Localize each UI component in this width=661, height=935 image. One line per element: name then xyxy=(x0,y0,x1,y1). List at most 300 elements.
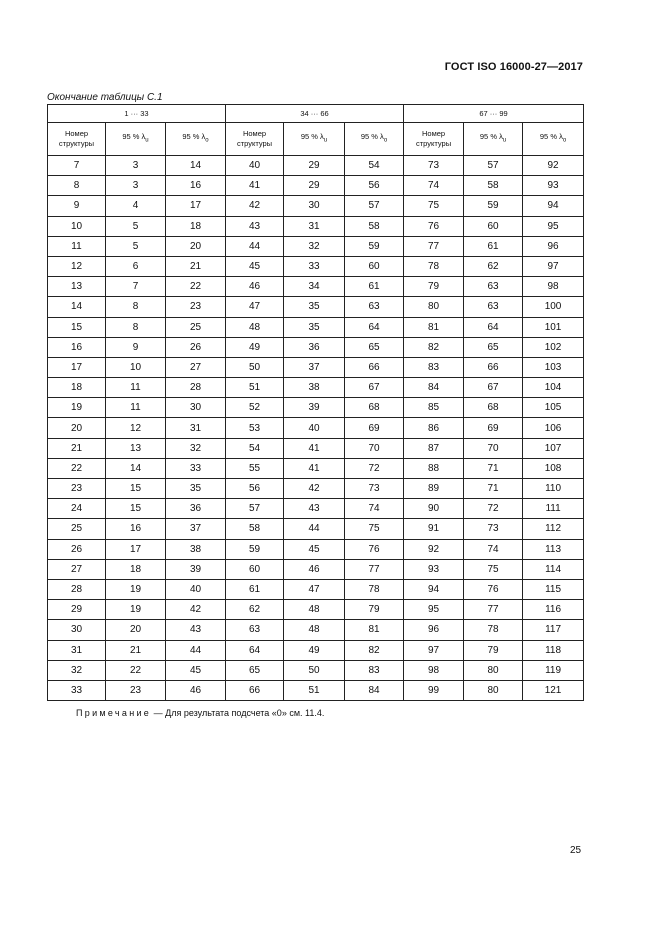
table-cell: 26 xyxy=(48,539,106,559)
table-cell: 14 xyxy=(48,297,106,317)
header-subscript: o xyxy=(383,137,388,144)
table-cell: 115 xyxy=(523,579,584,599)
table-cell: 50 xyxy=(226,357,284,377)
table-row xyxy=(48,438,584,458)
column-header-lambda xyxy=(523,123,584,156)
column-header-lambda xyxy=(345,123,404,156)
table-cell: 10 xyxy=(106,357,166,377)
table-cell: 56 xyxy=(226,479,284,499)
column-header-lambda xyxy=(106,123,166,156)
table-cell: 44 xyxy=(226,236,284,256)
table-cell: 54 xyxy=(345,156,404,176)
table-cell: 18 xyxy=(106,559,166,579)
table-cell: 114 xyxy=(523,559,584,579)
table-cell: 80 xyxy=(464,660,523,680)
table-cell: 41 xyxy=(284,438,345,458)
table-cell: 34 xyxy=(284,277,345,297)
table-cell: 59 xyxy=(345,236,404,256)
table-cell: 40 xyxy=(226,156,284,176)
table-cell: 36 xyxy=(284,337,345,357)
table-cell: 59 xyxy=(464,196,523,216)
table-cell: 29 xyxy=(48,600,106,620)
table-cell: 33 xyxy=(166,458,226,478)
table-cell: 44 xyxy=(284,519,345,539)
table-cell: 30 xyxy=(284,196,345,216)
table-cell: 96 xyxy=(523,236,584,256)
table-cell: 37 xyxy=(166,519,226,539)
column-header-structure-number xyxy=(404,123,464,156)
table-cell: 97 xyxy=(523,256,584,276)
table-cell: 90 xyxy=(404,499,464,519)
header-subscript: u xyxy=(502,137,507,144)
table-cell: 94 xyxy=(404,579,464,599)
table-row xyxy=(48,398,584,418)
table-row xyxy=(48,539,584,559)
table-cell: 15 xyxy=(106,499,166,519)
table-cell: 71 xyxy=(464,458,523,478)
table-cell: 74 xyxy=(464,539,523,559)
table-cell: 7 xyxy=(48,156,106,176)
table-cell: 92 xyxy=(523,156,584,176)
table-cell: 43 xyxy=(166,620,226,640)
table-cell: 23 xyxy=(48,479,106,499)
table-cell: 65 xyxy=(226,660,284,680)
table-cell: 63 xyxy=(464,297,523,317)
table-cell: 58 xyxy=(464,176,523,196)
table-cell: 45 xyxy=(284,539,345,559)
table-cell: 65 xyxy=(464,337,523,357)
table-cell: 98 xyxy=(523,277,584,297)
table-cell: 32 xyxy=(166,438,226,458)
table-row xyxy=(48,156,584,176)
table-cell: 25 xyxy=(166,317,226,337)
table-cell: 14 xyxy=(106,458,166,478)
table-cell: 63 xyxy=(226,620,284,640)
table-cell: 77 xyxy=(464,600,523,620)
table-cell: 63 xyxy=(345,297,404,317)
table-cell: 77 xyxy=(404,236,464,256)
header-subscript: u xyxy=(323,137,328,144)
table-cell: 117 xyxy=(523,620,584,640)
table-cell: 43 xyxy=(284,499,345,519)
table-cell: 71 xyxy=(464,479,523,499)
table-cell: 89 xyxy=(404,479,464,499)
table-cell: 103 xyxy=(523,357,584,377)
table-cell: 19 xyxy=(106,600,166,620)
table-cell: 73 xyxy=(464,519,523,539)
table-cell: 67 xyxy=(464,378,523,398)
table-cell: 100 xyxy=(523,297,584,317)
group-header: 34 ··· 66 xyxy=(226,105,404,123)
table-cell: 86 xyxy=(404,418,464,438)
group-header: 1 ··· 33 xyxy=(48,105,226,123)
table-cell: 6 xyxy=(106,256,166,276)
table-cell: 58 xyxy=(226,519,284,539)
table-cell: 12 xyxy=(48,256,106,276)
table-cell: 39 xyxy=(284,398,345,418)
header-subscript: o xyxy=(205,137,209,144)
table-cell: 106 xyxy=(523,418,584,438)
table-cell: 21 xyxy=(166,256,226,276)
table-cell: 49 xyxy=(226,337,284,357)
table-cell: 84 xyxy=(404,378,464,398)
table-cell: 118 xyxy=(523,640,584,660)
table-row xyxy=(48,216,584,236)
table-cell: 22 xyxy=(48,458,106,478)
table-cell: 48 xyxy=(284,620,345,640)
table-cell: 23 xyxy=(106,680,166,700)
table-cell: 73 xyxy=(345,479,404,499)
table-cell: 41 xyxy=(226,176,284,196)
table-cell: 78 xyxy=(404,256,464,276)
table-cell: 66 xyxy=(226,680,284,700)
table-cell: 84 xyxy=(345,680,404,700)
table-cell: 31 xyxy=(166,418,226,438)
table-cell: 61 xyxy=(226,579,284,599)
table-cell: 47 xyxy=(226,297,284,317)
table-cell: 96 xyxy=(404,620,464,640)
table-cell: 64 xyxy=(226,640,284,660)
table-cell: 81 xyxy=(345,620,404,640)
table-cell: 69 xyxy=(464,418,523,438)
table-cell: 72 xyxy=(464,499,523,519)
table-cell: 65 xyxy=(345,337,404,357)
table-cell: 42 xyxy=(284,479,345,499)
table-cell: 59 xyxy=(226,539,284,559)
table-cell: 28 xyxy=(48,579,106,599)
table-row xyxy=(48,600,584,620)
table-cell: 61 xyxy=(345,277,404,297)
table-cell: 107 xyxy=(523,438,584,458)
table-cell: 14 xyxy=(166,156,226,176)
table-cell: 81 xyxy=(404,317,464,337)
table-cell: 64 xyxy=(345,317,404,337)
table-row xyxy=(48,196,584,216)
table-row xyxy=(48,317,584,337)
table-row xyxy=(48,479,584,499)
table-cell: 79 xyxy=(345,600,404,620)
table-cell: 20 xyxy=(106,620,166,640)
table-cell: 20 xyxy=(48,418,106,438)
table-cell: 105 xyxy=(523,398,584,418)
table-cell: 23 xyxy=(166,297,226,317)
table-cell: 78 xyxy=(464,620,523,640)
table-cell: 38 xyxy=(284,378,345,398)
table-cell: 8 xyxy=(106,297,166,317)
table-cell: 49 xyxy=(284,640,345,660)
table-cell: 80 xyxy=(464,680,523,700)
table-cell: 113 xyxy=(523,539,584,559)
table-row xyxy=(48,640,584,660)
table-cell: 74 xyxy=(345,499,404,519)
table-cell: 82 xyxy=(345,640,404,660)
table-cell: 35 xyxy=(284,297,345,317)
table-cell: 21 xyxy=(48,438,106,458)
table-cell: 22 xyxy=(166,277,226,297)
table-cell: 98 xyxy=(404,660,464,680)
table-row xyxy=(48,337,584,357)
table-cell: 82 xyxy=(404,337,464,357)
table-cell: 16 xyxy=(48,337,106,357)
table-note xyxy=(76,708,324,718)
table-cell: 35 xyxy=(284,317,345,337)
table-cell: 95 xyxy=(404,600,464,620)
table-cell: 68 xyxy=(345,398,404,418)
table-cell: 53 xyxy=(226,418,284,438)
table-cell: 75 xyxy=(345,519,404,539)
table-cell: 121 xyxy=(523,680,584,700)
table-cell: 66 xyxy=(345,357,404,377)
table-cell: 58 xyxy=(345,216,404,236)
table-cell: 70 xyxy=(345,438,404,458)
note-text: — Для результата подсчета «0» см. 11.4. xyxy=(151,708,325,718)
column-header-lambda xyxy=(166,123,226,156)
table-cell: 10 xyxy=(48,216,106,236)
group-header: 67 ··· 99 xyxy=(404,105,584,123)
table-cell: 44 xyxy=(166,640,226,660)
table-cell: 30 xyxy=(166,398,226,418)
table-cell: 45 xyxy=(226,256,284,276)
table-cell: 93 xyxy=(404,559,464,579)
table-row xyxy=(48,620,584,640)
table-cell: 15 xyxy=(48,317,106,337)
header-line: Номер xyxy=(421,129,446,138)
table-row xyxy=(48,519,584,539)
column-header-lambda xyxy=(464,123,523,156)
column-header-row xyxy=(48,123,584,156)
table-cell: 73 xyxy=(404,156,464,176)
table-cell: 83 xyxy=(404,357,464,377)
table-cell: 13 xyxy=(106,438,166,458)
table-cell: 30 xyxy=(48,620,106,640)
table-cell: 8 xyxy=(48,176,106,196)
table-cell: 36 xyxy=(166,499,226,519)
table-cell: 3 xyxy=(106,156,166,176)
table-cell: 68 xyxy=(464,398,523,418)
table-cell: 46 xyxy=(226,277,284,297)
table-cell: 56 xyxy=(345,176,404,196)
table-cell: 5 xyxy=(106,216,166,236)
table-cell: 22 xyxy=(106,660,166,680)
document-code: ГОСТ ISO 16000-27—2017 xyxy=(444,61,583,73)
table-cell: 25 xyxy=(48,519,106,539)
header-main: 95 % λ xyxy=(300,132,324,142)
table-cell: 75 xyxy=(464,559,523,579)
table-cell: 45 xyxy=(166,660,226,680)
table-cell: 18 xyxy=(166,216,226,236)
table-cell: 5 xyxy=(106,236,166,256)
table-cell: 60 xyxy=(345,256,404,276)
table-cell: 32 xyxy=(48,660,106,680)
table-cell: 83 xyxy=(345,660,404,680)
table-cell: 77 xyxy=(345,559,404,579)
table-cell: 21 xyxy=(106,640,166,660)
table-cell: 99 xyxy=(404,680,464,700)
table-row xyxy=(48,458,584,478)
table-row xyxy=(48,236,584,256)
table-cell: 16 xyxy=(166,176,226,196)
table-row xyxy=(48,176,584,196)
table-cell: 51 xyxy=(226,378,284,398)
table-cell: 76 xyxy=(345,539,404,559)
table-cell: 97 xyxy=(404,640,464,660)
table-cell: 26 xyxy=(166,337,226,357)
table-cell: 17 xyxy=(48,357,106,377)
table-row xyxy=(48,680,584,700)
table-cell: 12 xyxy=(106,418,166,438)
group-header-row xyxy=(48,105,584,123)
table-cell: 17 xyxy=(106,539,166,559)
table-cell: 74 xyxy=(404,176,464,196)
table-cell: 72 xyxy=(345,458,404,478)
table-cell: 40 xyxy=(166,579,226,599)
table-cell: 51 xyxy=(284,680,345,700)
table-cell: 104 xyxy=(523,378,584,398)
header-subscript: u xyxy=(145,137,149,144)
table-cell: 3 xyxy=(106,176,166,196)
table-row xyxy=(48,256,584,276)
table-cell: 76 xyxy=(404,216,464,236)
table-cell: 8 xyxy=(106,317,166,337)
table-cell: 60 xyxy=(226,559,284,579)
table-cell: 108 xyxy=(523,458,584,478)
table-row xyxy=(48,559,584,579)
table-cell: 48 xyxy=(226,317,284,337)
table-cell: 11 xyxy=(106,378,166,398)
table-cell: 47 xyxy=(284,579,345,599)
table-cell: 66 xyxy=(464,357,523,377)
header-main: 95 % λ xyxy=(182,132,206,142)
table-cell: 63 xyxy=(464,277,523,297)
table-row xyxy=(48,378,584,398)
header-main: 95 % λ xyxy=(479,132,503,142)
table-cell: 38 xyxy=(166,539,226,559)
table-cell: 92 xyxy=(404,539,464,559)
table-cell: 55 xyxy=(226,458,284,478)
table-cell: 16 xyxy=(106,519,166,539)
table-cell: 48 xyxy=(284,600,345,620)
table-row xyxy=(48,297,584,317)
table-cell: 50 xyxy=(284,660,345,680)
table-body xyxy=(48,156,584,701)
header-line: Номер xyxy=(242,129,267,138)
page-number: 25 xyxy=(570,845,582,856)
header-main: 95 % λ xyxy=(122,132,146,142)
table-row xyxy=(48,660,584,680)
table-cell: 42 xyxy=(166,600,226,620)
table-cell: 110 xyxy=(523,479,584,499)
table-cell: 69 xyxy=(345,418,404,438)
header-main: 95 % λ xyxy=(360,132,384,142)
header-main: 95 % λ xyxy=(539,132,563,142)
table-cell: 43 xyxy=(226,216,284,236)
table-cell: 94 xyxy=(523,196,584,216)
table-caption: Окончание таблицы С.1 xyxy=(47,92,163,103)
header-line: структуры xyxy=(415,139,452,148)
table-cell: 4 xyxy=(106,196,166,216)
table-cell: 60 xyxy=(464,216,523,236)
table-cell: 20 xyxy=(166,236,226,256)
table-cell: 79 xyxy=(404,277,464,297)
table-cell: 11 xyxy=(48,236,106,256)
table-row xyxy=(48,277,584,297)
table-cell: 101 xyxy=(523,317,584,337)
column-header-structure-number xyxy=(226,123,284,156)
table-cell: 87 xyxy=(404,438,464,458)
table-cell: 80 xyxy=(404,297,464,317)
table-row xyxy=(48,579,584,599)
table-cell: 57 xyxy=(226,499,284,519)
header-line: Номер xyxy=(64,129,89,138)
table-cell: 33 xyxy=(48,680,106,700)
table-cell: 111 xyxy=(523,499,584,519)
table-cell: 78 xyxy=(345,579,404,599)
table-cell: 62 xyxy=(464,256,523,276)
table-cell: 75 xyxy=(404,196,464,216)
column-header-lambda xyxy=(284,123,345,156)
table-row xyxy=(48,418,584,438)
table-cell: 91 xyxy=(404,519,464,539)
header-line: структуры xyxy=(58,139,95,148)
table-cell: 19 xyxy=(106,579,166,599)
header-subscript: o xyxy=(562,137,567,144)
table-cell: 31 xyxy=(48,640,106,660)
table-cell: 37 xyxy=(284,357,345,377)
table-row xyxy=(48,357,584,377)
table-cell: 11 xyxy=(106,398,166,418)
table-cell: 28 xyxy=(166,378,226,398)
table-cell: 112 xyxy=(523,519,584,539)
table-cell: 57 xyxy=(345,196,404,216)
table-cell: 31 xyxy=(284,216,345,236)
table-cell: 27 xyxy=(166,357,226,377)
table-cell: 46 xyxy=(284,559,345,579)
table-cell: 32 xyxy=(284,236,345,256)
table-cell: 35 xyxy=(166,479,226,499)
column-header-structure-number xyxy=(48,123,106,156)
table-cell: 52 xyxy=(226,398,284,418)
table-cell: 62 xyxy=(226,600,284,620)
note-label: Примечание xyxy=(76,708,152,718)
table-cell: 17 xyxy=(166,196,226,216)
table-cell: 64 xyxy=(464,317,523,337)
table-cell: 88 xyxy=(404,458,464,478)
table-cell: 79 xyxy=(464,640,523,660)
table-cell: 29 xyxy=(284,176,345,196)
table-row xyxy=(48,499,584,519)
table-cell: 27 xyxy=(48,559,106,579)
table-cell: 57 xyxy=(464,156,523,176)
header-line: структуры xyxy=(236,139,273,148)
table-cell: 42 xyxy=(226,196,284,216)
table-cell: 18 xyxy=(48,378,106,398)
table-cell: 54 xyxy=(226,438,284,458)
table-cell: 85 xyxy=(404,398,464,418)
table-cell: 9 xyxy=(106,337,166,357)
table-cell: 116 xyxy=(523,600,584,620)
table-cell: 39 xyxy=(166,559,226,579)
table-cell: 95 xyxy=(523,216,584,236)
table-cell: 40 xyxy=(284,418,345,438)
table-cell: 93 xyxy=(523,176,584,196)
table-cell: 15 xyxy=(106,479,166,499)
table-cell: 76 xyxy=(464,579,523,599)
table-cell: 119 xyxy=(523,660,584,680)
table-cell: 7 xyxy=(106,277,166,297)
table-cell: 9 xyxy=(48,196,106,216)
table-cell: 29 xyxy=(284,156,345,176)
table-cell: 61 xyxy=(464,236,523,256)
